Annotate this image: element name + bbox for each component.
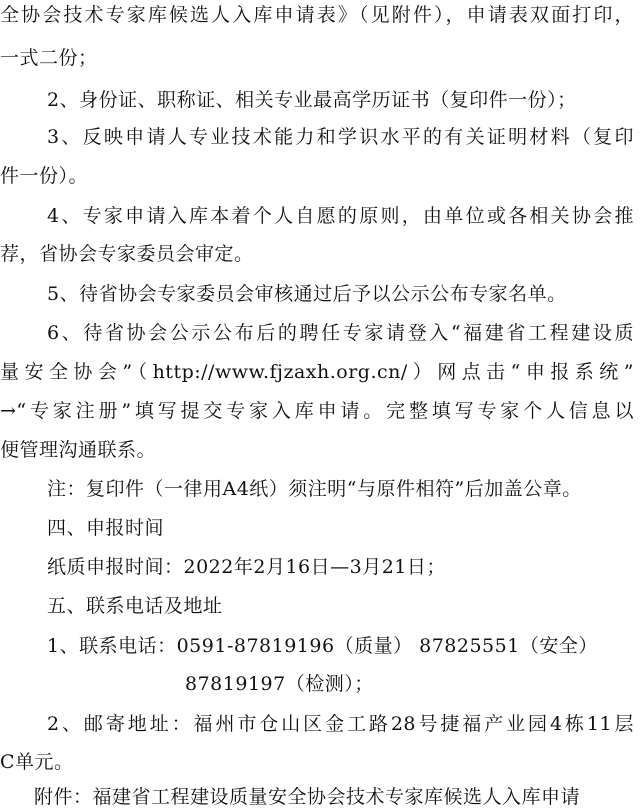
text-line-content: 四、申报时间 (47, 517, 165, 539)
text-line (0, 359, 634, 385)
text-line (47, 124, 634, 150)
text-line-content: 3、反映申请人专业技术能力和学识水平的有关证明材料（复印 (47, 126, 634, 148)
text-line-content: 2、身份证、职称证、相关专业最高学历证书（复印件一份）； (47, 89, 577, 111)
text-line-content: 4、专家申请入库本着个人自愿的原则，由单位或各相关协会推 (47, 205, 634, 227)
text-line-content: →“专家注册”填写提交专家入库申请。完整填写专家个人信息以 (0, 400, 634, 422)
text-line-content: 件一份）。 (0, 165, 89, 187)
text-line (0, 437, 156, 463)
text-line-content: 便管理沟通联系。 (0, 439, 157, 461)
text-line-content: 87819197（检测）； (185, 673, 374, 695)
text-line (47, 476, 582, 502)
text-line (185, 671, 374, 697)
text-line (47, 203, 634, 229)
text-line-content: 纸质申报时间：2022年2月16日—3月21日； (47, 556, 446, 578)
text-line-content: 附件：福建省工程建设质量安全协会技术专家库候选人入库申请 (34, 786, 581, 808)
text-line (0, 398, 634, 424)
text-line (47, 593, 223, 619)
text-line (47, 554, 446, 580)
text-line (0, 45, 98, 71)
text-line-content: 注：复印件（一律用A4纸）须注明“与原件相符”后加盖公章。 (47, 478, 582, 500)
text-line (47, 320, 634, 346)
text-line (47, 87, 577, 113)
text-line-content: 2、邮寄地址：福州市仓山区金工路28号捷福产业园4栋11层 (47, 713, 634, 735)
text-line (0, 2, 634, 28)
text-line (0, 163, 88, 189)
text-line-content: 5、待省协会专家委员会审核通过后予以公示公布专家名单。 (47, 283, 567, 305)
text-line (47, 711, 634, 737)
text-line-content: 一式二份； (0, 47, 98, 69)
text-line-content: C单元。 (0, 751, 74, 773)
text-line-content: 1、联系电话：0591-87819196（质量） 87825551（安全） (47, 635, 598, 657)
text-line (34, 784, 580, 810)
text-line-content: 量安全协会”（http://www.fjzaxh.org.cn/）网点击“申报系统” (0, 361, 634, 383)
text-line (47, 281, 567, 307)
text-line (0, 749, 74, 775)
text-line (0, 241, 254, 267)
text-line-content: 五、联系电话及地址 (47, 595, 223, 617)
text-line-content: 6、待省协会公示公布后的聘任专家请登入“福建省工程建设质 (47, 322, 634, 344)
text-line-content: 荐，省协会专家委员会审定。 (0, 243, 254, 265)
text-line (47, 633, 598, 659)
text-line-content: 全协会技术专家库候选人入库申请表》（见附件），申请表双面打印， (0, 4, 634, 26)
text-line (47, 515, 164, 541)
